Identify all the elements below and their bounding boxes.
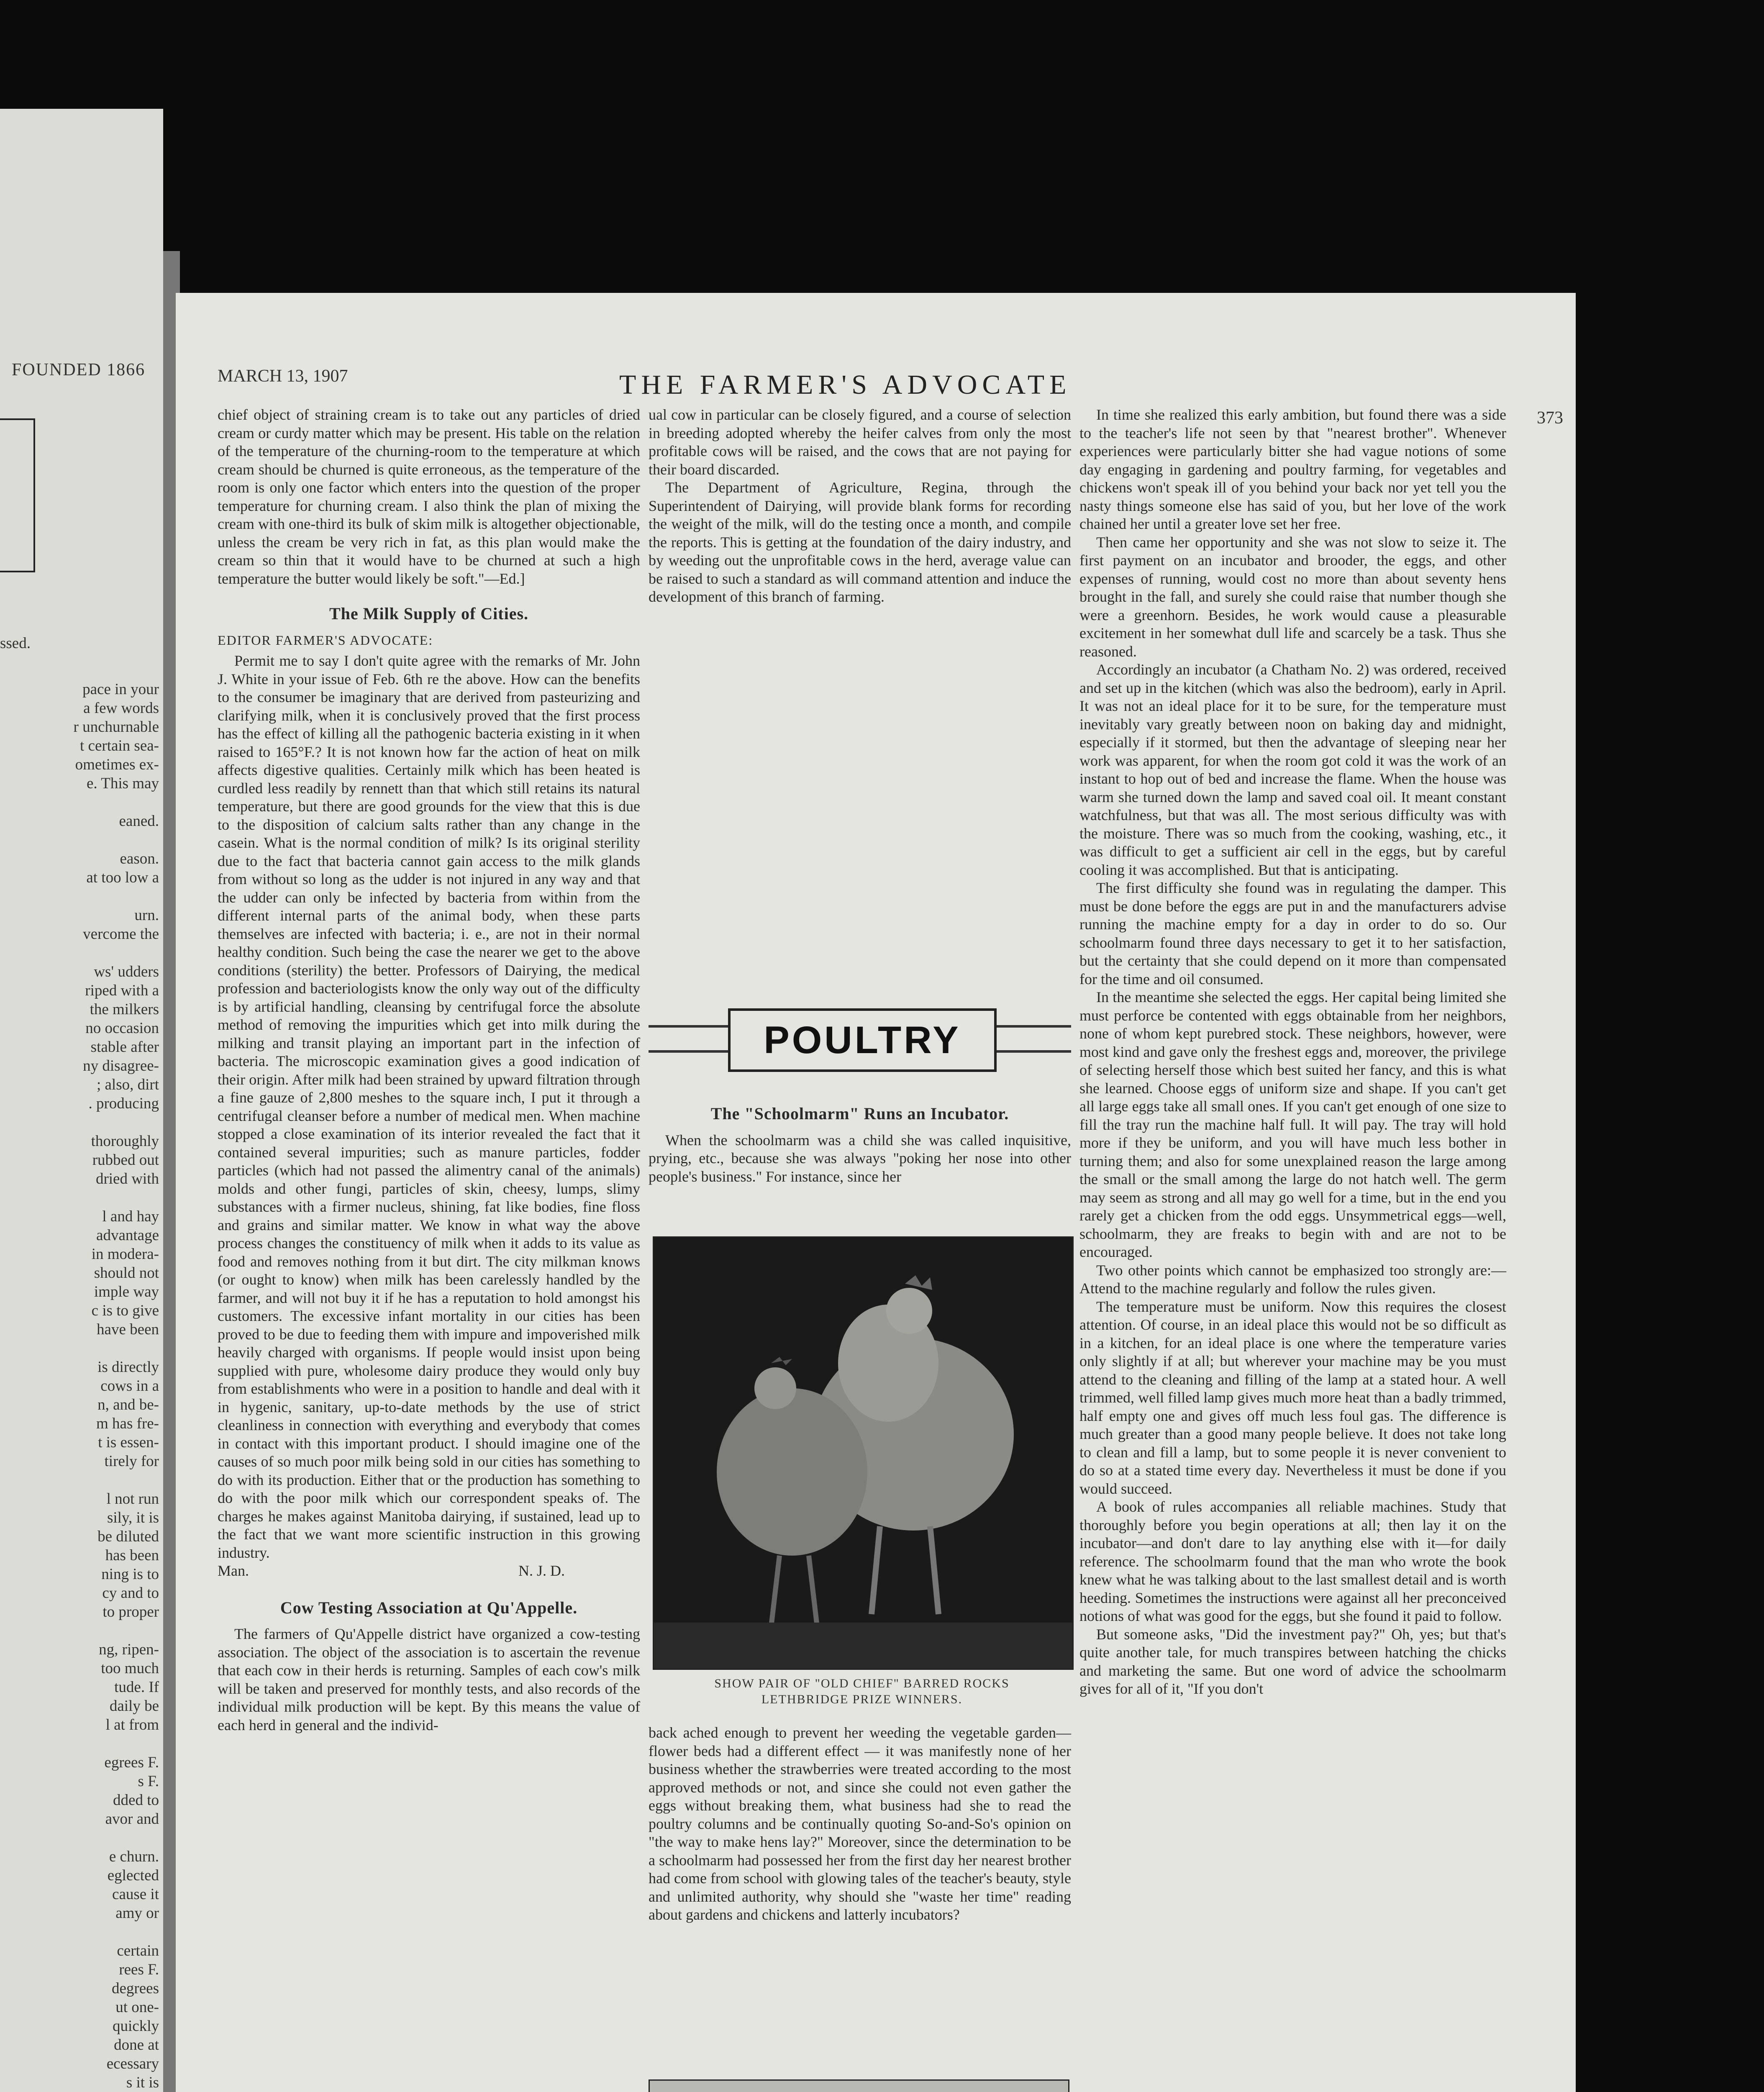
left-page-line: cy and to (102, 1584, 159, 1602)
col3-paragraph-4: The first difficulty she found was in regulating the damper. This must be done before the eggs are put in and the manufacturers advise running the machine empty for a day in order to do so. Our schoolmarm found three days necessary to get it to her satisfaction, but the certainty that she could depend on it more than compensated for the time and oil consumed. (1079, 879, 1506, 987)
left-page-line: eglected (107, 1867, 159, 1884)
left-page-line (0, 1113, 163, 1132)
left-page-line: no occasion (85, 1020, 159, 1037)
left-page-line: too much (101, 1660, 159, 1677)
schoolmarm-heading: The "Schoolmarm" Runs an Incubator. (710, 1104, 1009, 1123)
photo-1-caption-line-2: LETHBRIDGE PRIZE WINNERS. (761, 1692, 963, 1706)
left-page-line: urn. (134, 907, 159, 924)
left-running-head: FOUNDED 1866 (12, 360, 146, 379)
buff-orpingtons-photo (649, 2079, 1069, 2092)
left-page-line: ng, ripen- (99, 1641, 159, 1658)
left-page-line (0, 1188, 163, 1207)
letter-salutation: EDITOR FARMER'S ADVOCATE: (218, 632, 433, 648)
left-page-line (0, 1923, 163, 1941)
left-page-line: s F. (138, 1773, 159, 1790)
poultry-section-banner (649, 1000, 1071, 1084)
left-page-line: has been (105, 1547, 159, 1564)
barred-rocks-illustration (654, 1238, 1072, 1669)
left-page-line: dried with (95, 1170, 159, 1187)
running-head-date: MARCH 13, 1907 (218, 367, 348, 386)
schoolmarm-intro: When the schoolmarm was a child she was called inquisitive, prying, etc., because she was always "poking her nose into other people's business." For instance, since her (649, 1131, 1071, 1185)
letter-place: Man. (218, 1562, 249, 1579)
editor-note-text: chief object of straining cream is to take out any particles of dried cream or curdy matter which may be present. His table on the relation of the temperature of the churning-room to the temperature at which cream should be churned is quite erroneous, as the temperature of the room is only one factor which enters into the question of the proper temperature for churning cream. I also think the plan of mixing the cream with one-third its bulk of skim milk is altogether objectionable, unless the cream be very rich in fat, as this plan would make the cream so thin that it would have to be churned at such a high temperature the butter would likely be soft."—Ed.] (218, 406, 640, 587)
left-page-line: l not run (106, 1490, 159, 1507)
left-page-line: eaned. (119, 813, 159, 830)
left-page-line (0, 1828, 163, 1847)
column-2-story-continued (649, 1724, 1071, 1924)
left-page-box-rule (0, 418, 35, 572)
left-page-line: l at from (105, 1716, 159, 1733)
left-page-line: ny disagree- (83, 1057, 159, 1074)
left-page-line: a few words (83, 700, 159, 717)
left-page-line: l and hay (102, 1208, 159, 1225)
main-page (176, 293, 1576, 2092)
col3-paragraph-2: Then came her opportunity and she was not slow to seize it. The first payment on an incubator and brooder, the eggs, and other expenses of running, would cost no more than about seventy hens brought in the fall, and surely she could raise that number though she were a greenhorn. Besides, he work would cause a pleasurable excitement in her somewhat dull life and scarcely be a task. Thus she reasoned. (1079, 533, 1506, 660)
left-page-line: thoroughly (91, 1133, 159, 1150)
left-page-line: ecessary (106, 2055, 159, 2072)
left-page-line: in modera- (91, 1246, 159, 1263)
left-page-line (0, 1339, 163, 1358)
page-number: 373 (1537, 408, 1563, 428)
left-page-line: m has fre- (96, 1415, 159, 1432)
left-page-line: c is to give (91, 1302, 159, 1319)
left-page-line: sily, it is (107, 1509, 159, 1526)
column-3 (1079, 406, 1506, 1698)
schoolmarm-body: back ached enough to prevent her weeding the vegetable garden—flower beds had a different effect — it was manifestly none of her business whether the strawberries were treated according to the most approved methods or not, and since she could not even gather the eggs without breaking them, what business had she to read the poultry columns and be continually quoting So-and-So's opinion on "the way to make hens lay?" Moreover, since the determination to be a schoolmarm had possessed her from the first day her nearest brother had come from school with glowing tales of the teacher's beauty, style and unlimited authority, why should she "waste her time" reading about gardens and chickens and latterly incubators? (649, 1724, 1071, 1923)
left-page-line: dded to (113, 1792, 159, 1809)
left-page-line: cause it (112, 1886, 159, 1903)
left-page-line: to proper (103, 1603, 159, 1620)
col3-paragraph-7: The temperature must be uniform. Now this requires the closest attention. Of course, in an ideal place this would not be so difficult as in a kitchen, for an ideal place is one where the temperature varies only slightly if at all; but wherever your machine may be you must attend to the cleaning and filling of the lamp at a stated hour. A well trimmed, well filled lamp gives much more heat than a badly trimmed, half empty one and gives off much less foul gas. The difference is much greater than a good many people believe. It does not take long to clean and fill a lamp, but to some people it is never convenient to do so at a stated time every day. Nevertheless it must be done if you would succeed. (1079, 1298, 1506, 1497)
left-page-line: cows in a (100, 1377, 159, 1395)
banner-box (728, 1008, 997, 1072)
col3-paragraph-6: Two other points which cannot be emphasized too strongly are:—Attend to the machine regularly and follow the rules given. (1079, 1261, 1506, 1297)
left-page-line: have been (97, 1321, 159, 1338)
left-page-line: eason. (120, 850, 159, 867)
left-page-line: e churn. (109, 1848, 159, 1865)
left-page-line: vercome the (83, 926, 159, 943)
cow-testing-continued: ual cow in particular can be closely figured, and a course of selection in breeding adopted whereby the heifer calves from only the most profitable cows will be raised, and the cows that are not paying for their board discarded. (649, 406, 1071, 478)
left-page-line: ; also, dirt (96, 1076, 159, 1093)
department-paragraph: The Department of Agriculture, Regina, through the Superintendent of Dairying, will provide blank forms for recording the weight of the milk, will do the testing once a month, and compile the reports. This is getting at the foundation of the dairy industry, and by weeding out the unprofitable cows in the herd, average value can be raised to such a standard as will command attention and induce the development of this branch of farming. (649, 479, 1071, 605)
left-page-line: at too low a (86, 869, 159, 886)
left-page-line: t certain sea- (80, 737, 159, 754)
left-page-line: tirely for (104, 1453, 159, 1470)
left-page-line: t is essen- (98, 1434, 159, 1451)
col3-paragraph-9: But someone asks, "Did the investment pay?" Oh, yes; but that's quite another tale, for much transpires between hatching the chicks and marketing the same. But one word of advice the schoolmarm gives for all of it, "If you don't (1079, 1625, 1506, 1697)
buff-orpingtons-illustration (650, 2081, 1068, 2092)
left-page-line: imple way (94, 1283, 159, 1300)
left-page-line (0, 887, 163, 906)
left-page-line: e. This may (87, 775, 159, 792)
left-page-line (0, 1734, 163, 1753)
left-page-line: stable after (90, 1038, 159, 1056)
milk-supply-heading: The Milk Supply of Cities. (329, 604, 529, 623)
left-page-line: riped with a (85, 982, 159, 999)
left-page-line: ws' udders (94, 963, 159, 980)
left-page-line: daily be (109, 1697, 159, 1715)
col3-paragraph-5: In the meantime she selected the eggs. Her capital being limited she must perforce be contented with eggs obtainable from her neighbors, none of whom kept purebred stock. These neighbors, however, were most kind and gave only the freshest eggs and, moreover, the privilege of selecting herself those which best suited her fancy, and this is what she learned. Choose eggs of uniform size and shape. If you can't get all large eggs take all small ones. If you can't get enough of one size to fill the tray run the machine half full. It will pay. The tray will hold more if they be uniform, and you will have much less bother in turning them; and also for some unexplained reason the large among the small or the small among the large do not hatch well. The germ may seem as strong and all may go well for a time, but in the end you rarely get a chicken from the odd eggs. Unsymmetrical eggs—well, schoolmarm, they are freaks to begin with and are not to be encouraged. (1079, 989, 1506, 1260)
left-caption-fragment: ssed. (0, 635, 31, 652)
left-page-line: tude. If (114, 1679, 159, 1696)
column-1 (218, 406, 640, 1734)
left-page-line: quickly (113, 2018, 159, 2035)
col3-paragraph-8: A book of rules accompanies all reliable machines. Study that thoroughly before you begin operations at all; then lay it on the incubator—and don't dare to lay anything else with it—for daily reference. The schoolmarm found that the man who wrote the book knew what he was talking about to the last smallest detail and is worth heeding. Sometimes the instructions were against all her preconceived notions of what was good for the eggs, but she found it paid to follow. (1079, 1498, 1506, 1624)
left-page-line (0, 831, 163, 849)
photo-1-caption-line-1: SHOW PAIR OF "OLD CHIEF" BARRED ROCKS (714, 1677, 1010, 1690)
left-page-line: is directly (97, 1359, 159, 1376)
left-page-line (0, 1621, 163, 1640)
photo-1-caption (649, 1676, 1075, 1707)
milk-supply-body: Permit me to say I don't quite agree with the remarks of Mr. John J. White in your issue of Feb. 6th re the above. How can the benefits to the consumer be imaginary that are derived from pasteurizing and clarifying milk, when it is conclusively proved that the first process has the effect of killing all the pathogenic bacteria existing in it when raised to 165°F.? It is not known how far the action of heat on milk affects digestive qualities. Certainly milk which has been heated is curdled less readily by rennett than that which still retains its natural temperature, but there are good grounds for the view that this is due to the disposition of calcium salts rather than any change in the casein. What is the normal condition of milk? Is its original sterility due to the fact that bacteria cannot gain access to the milk glands from without so long as the udder is not injured in any way and that the udder can only be infected by bacteria from within from the different internal parts of the animal body, when these parts themselves are infected with bacteria; i. e., are not in their normal healthy condition. Such being the case the nearer we get to the above conditions (sterility) the better. Professors of Dairying, the medical profession and bacteriologists know the only way out of the difficulty is by artificial handling, cleansing by centrifugal force the absolute method of removing the impurities which get into milk during the milking and transit playing an important part in the infection of bacteria. The microscopic examination gives a good indication of their origin. After milk had been strained by upward filtration through a fine gauze of 2,800 meshes to the square inch, I put it through a centrifugal cleanser before a number of medical men. When machine stopped a close examination of its interior revealed the fact that it contained several impurities; such as manure particles, fodder particles (which had not passed the alimentry canal of the animals) molds and other fungi, particles of skin, cheesy, lumps, slimy substances with a firmer nucleus, shining, fat like bodies, fine floss and grains and similar matter. We know in what way the above process changes the constituency of milk when it adds to its value as food and removes nothing from it but dirt. The city milkman knows (or ought to know) when milk has been carelessly handled by the farmer, and will not buy it if he has a reputation to hold amongst his customers. The excessive infant mortality in our cities has been proved to be due to feeding them with impure and impoverished milk heavily charged with organisms. If people would insist upon being supplied with pure, wholesome dairy produce they would only buy from establishments who were in a position to handle and deal with it in hygenic, sanitary, up-to-date methods by the use of strict cleanliness in connection with everything and everybody that comes in contact with this important product. I should imagine one of the causes of so much poor milk being sold in our cities has something to do with its production. Either that or the production has something to do with the poor milk which our correspondent speaks of. The charges he makes against Manitoba dairying, if sustained, lead up to the fact that we want more scientific instruction in this growing industry. (218, 652, 640, 1561)
col3-paragraph-3: Accordingly an incubator (a Chatham No. 2) was ordered, received and set up in the kitchen (which was also the bedroom), early in April. It was not an ideal place for it to be sure, for the temperature must inevitably vary greatly between noon on baking day and midnight, especially if it stormed, but then the advantage of sleeping near her work was apparent, for when the room got cold it was the work of an instant to hop out of bed and increase the flame. When the house was warm she turned down the lamp and saved coal oil. It meant constant watchfulness, but that was all. The most serious difficulty was with the moisture. There was so much from the cooking, washing, etc., it was difficult to get a sufficient air cell in the eggs, but by careful cooling it was accomplished. But that is anticipating. (1079, 661, 1506, 878)
poultry-banner-title: POULTRY (764, 1018, 961, 1061)
left-page-line: done at (114, 2036, 159, 2054)
left-page-line: should not (94, 1264, 159, 1282)
left-page-line: n, and be- (97, 1396, 159, 1413)
left-page-line: pace in your (82, 681, 159, 698)
left-page-line: ut one- (115, 1999, 159, 2016)
cow-testing-heading: Cow Testing Association at Qu'Appelle. (280, 1598, 578, 1617)
left-page-line: ometimes ex- (75, 756, 159, 773)
left-page-line: be diluted (97, 1528, 159, 1545)
left-page-line (0, 943, 163, 962)
left-page-line: amy or (115, 1905, 159, 1922)
left-page-line (0, 1471, 163, 1490)
left-page-text-column (0, 680, 163, 2092)
left-page-line: rees F. (119, 1961, 159, 1978)
left-page-line: degrees (112, 1980, 159, 1997)
left-page-line: avor and (105, 1810, 159, 1828)
left-page-line: . producing (88, 1095, 159, 1112)
left-page-line: s it is (126, 2074, 159, 2091)
left-page-line: rubbed out (92, 1151, 159, 1169)
masthead: THE FARMER'S ADVOCATE (619, 369, 1072, 400)
col3-paragraph-1: In time she realized this early ambition, but found there was a side to the teacher's life not seen by that "nearest brother". Whenever experiences were particularly bitter she had vague notions of some day engaging in gardening and poultry farming, for vegetables and chickens won't speak ill of you behind your back nor yet tell you the nasty things someone else has said of you, but her love of the work chained her until a greater love set her free. (1079, 406, 1506, 532)
barred-rocks-photo (653, 1236, 1074, 1670)
left-facing-page (0, 109, 163, 2092)
left-page-line: egrees F. (104, 1754, 159, 1771)
column-2-story-start (649, 1105, 1071, 1186)
letter-signature: N. J. D. (518, 1562, 565, 1579)
left-page-line: the milkers (90, 1001, 159, 1018)
left-page-line: advantage (96, 1227, 159, 1244)
left-page-line: r unchurnable (73, 718, 159, 736)
column-2-top (649, 406, 1071, 992)
left-page-line (0, 793, 163, 812)
left-page-line: ning is to (101, 1566, 159, 1583)
left-page-line: certain (117, 1942, 159, 1959)
cow-testing-body: The farmers of Qu'Appelle district have organized a cow-testing association. The object of the association is to ascertain the revenue that each cow in their herds is returning. Samples of each cow's milk will be taken and preserved for monthly tests, and also records of the individual milk production will be kept. By this means the value of each herd in general and the individ- (218, 1625, 640, 1733)
